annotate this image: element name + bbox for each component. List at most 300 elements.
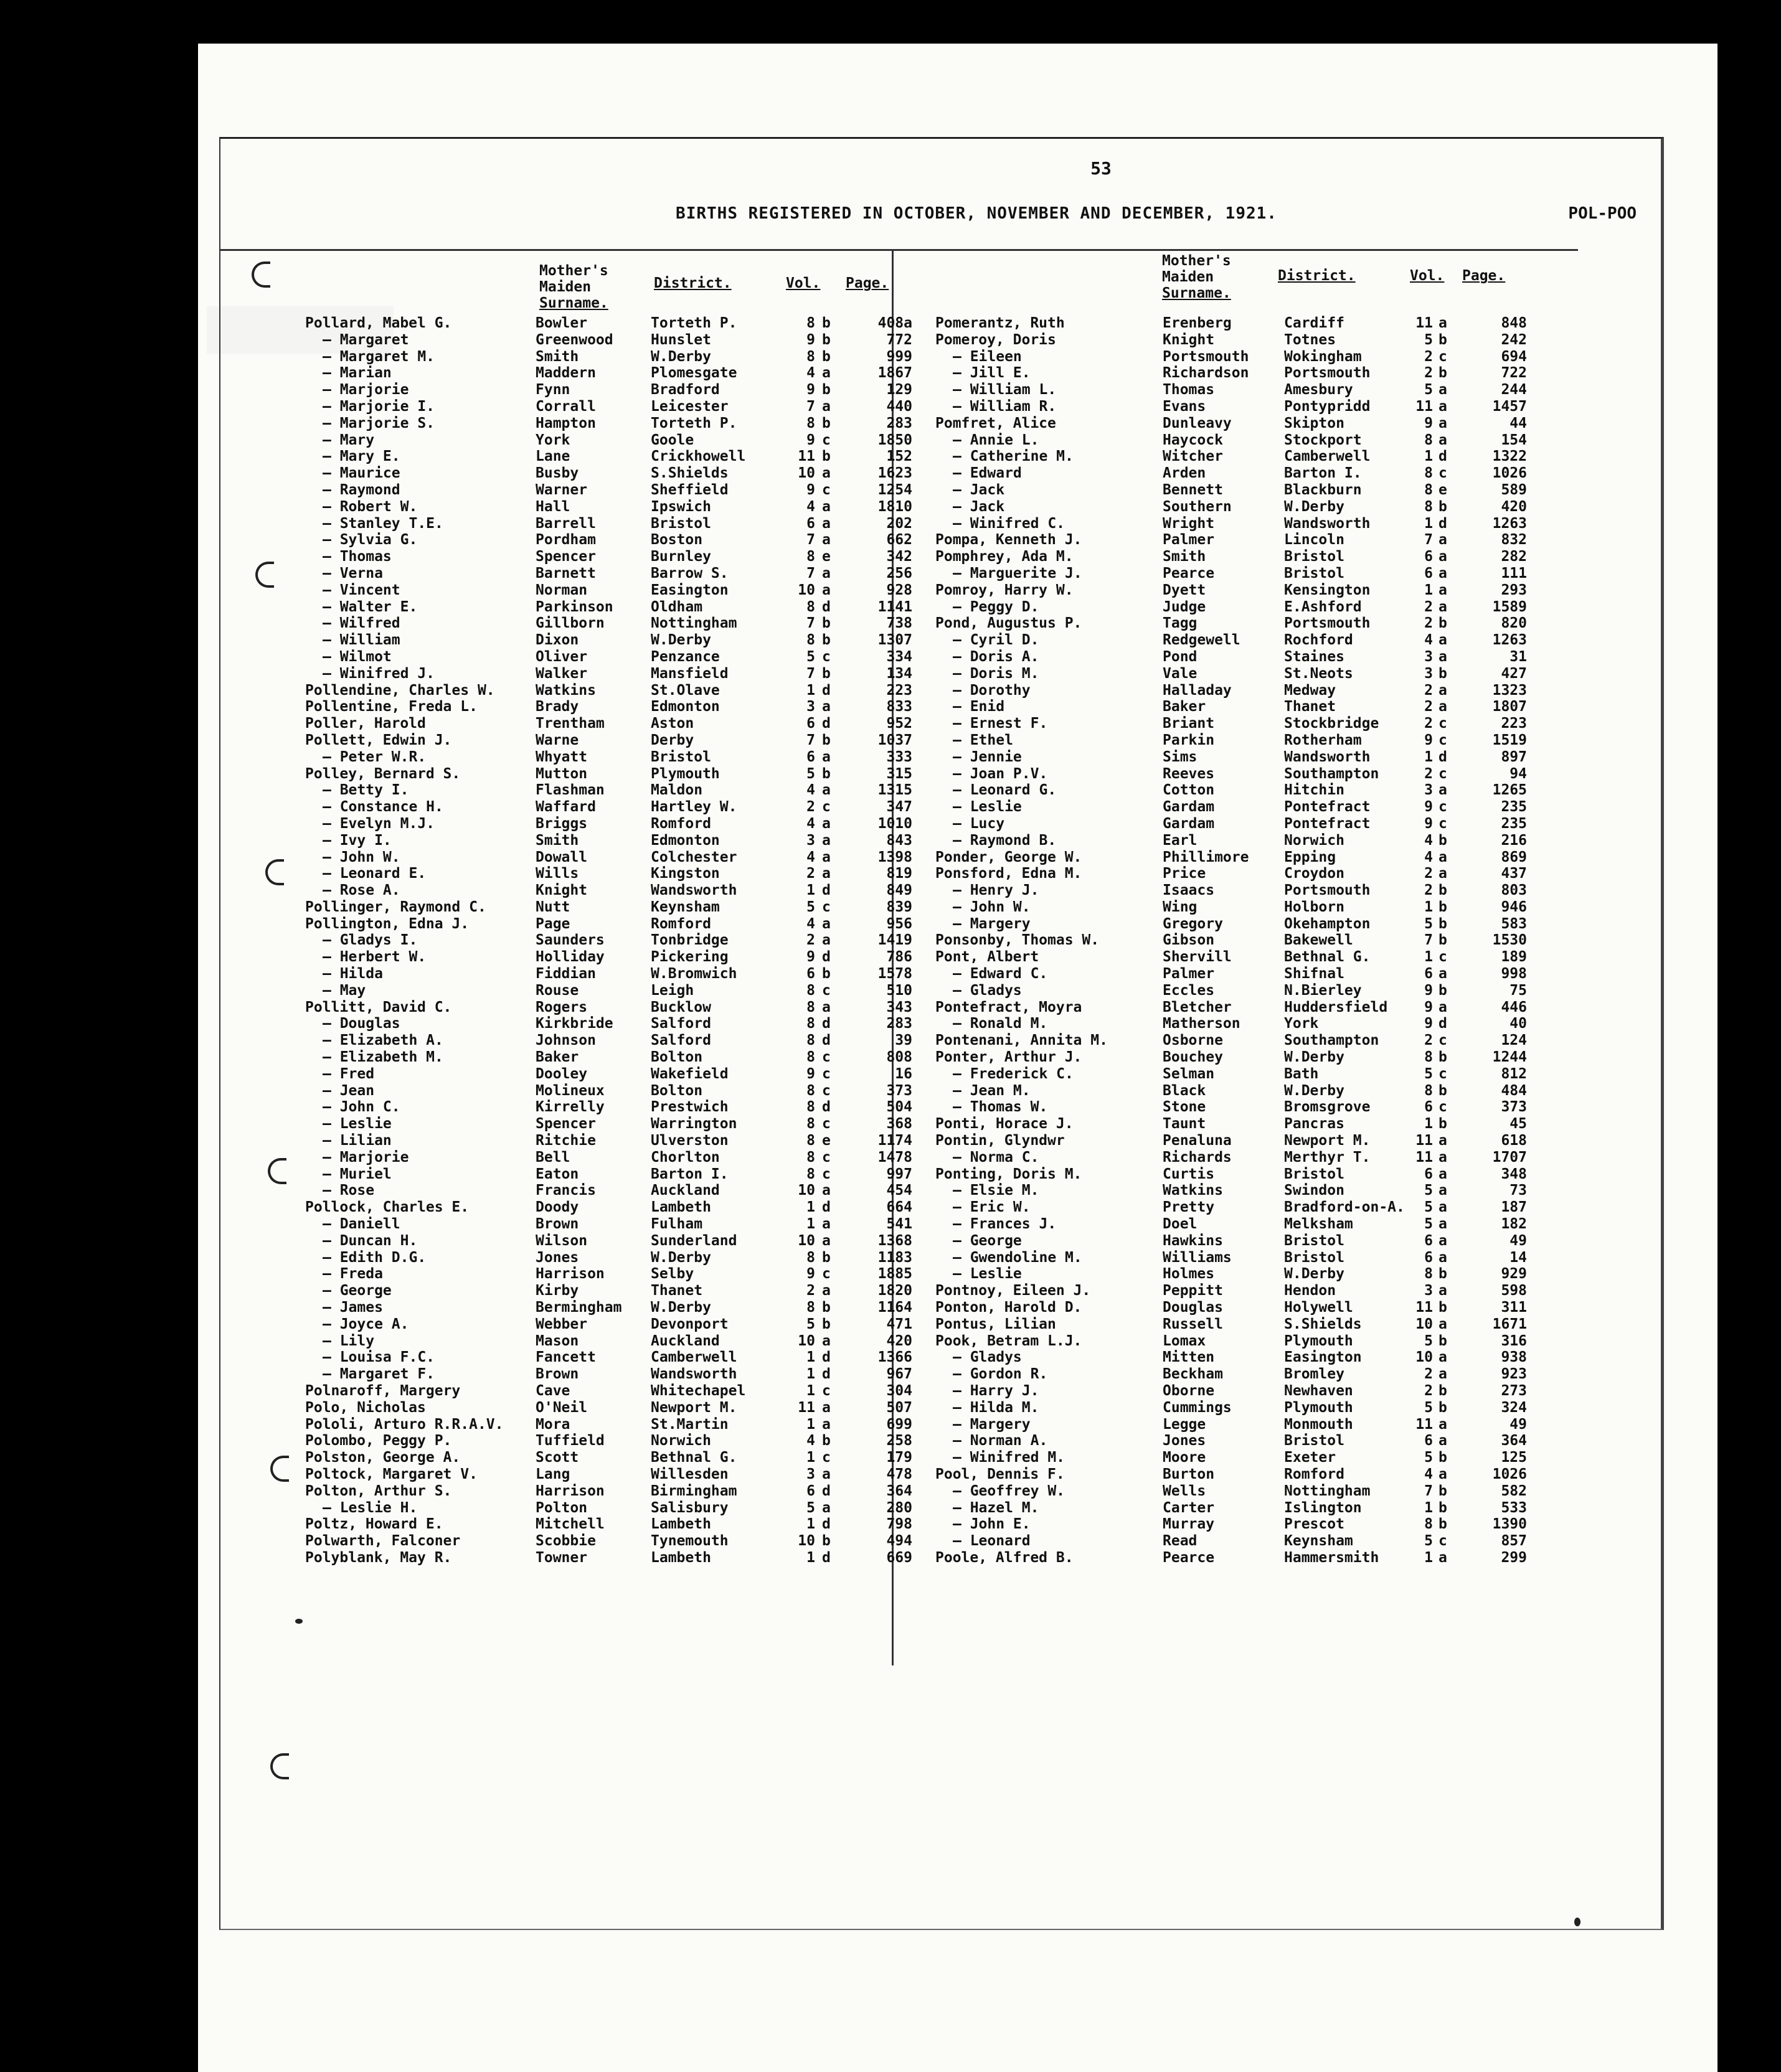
entry-volume: 9 xyxy=(1424,415,1433,431)
entry-volume-letter: b xyxy=(1438,832,1447,849)
entry-page: 1885 xyxy=(877,1266,912,1283)
entry-volume: 7 xyxy=(1424,932,1433,949)
entry-name: — Betty I. xyxy=(323,782,409,799)
entry-district: Rotherham xyxy=(1284,732,1362,748)
entry-maiden-surname: Bermingham xyxy=(536,1299,622,1316)
entry-page: 1867 xyxy=(877,365,912,382)
ink-speck xyxy=(295,1619,303,1624)
entry-volume: 6 xyxy=(1424,1433,1433,1449)
entry-name: — Geoffrey W. xyxy=(953,1482,1065,1499)
entry-page: 1263 xyxy=(1492,632,1527,649)
entry-page: 967 xyxy=(886,1366,912,1383)
entry-name: Pollock, Charles E. xyxy=(305,1199,470,1216)
entry-name: — Leslie xyxy=(953,1266,1022,1283)
entry-volume: 7 xyxy=(806,565,815,582)
entry-name: — Doris A. xyxy=(953,648,1039,665)
entry-volume-letter: b xyxy=(822,966,831,982)
entry-page: 293 xyxy=(1501,582,1527,598)
entry-district: Southampton xyxy=(1284,1032,1379,1049)
entry-maiden-surname: Witcher xyxy=(1163,448,1223,465)
entry-name: Ponter, Arthur J. xyxy=(935,1049,1082,1066)
entry-district: Hunslet xyxy=(651,331,711,348)
entry-volume-letter: a xyxy=(822,398,831,415)
entry-name: — Raymond B. xyxy=(953,832,1057,849)
entry-district: W.Derby xyxy=(651,1299,711,1316)
entry-name: — Raymond xyxy=(323,481,400,498)
entry-district: Easington xyxy=(1284,1349,1362,1366)
entry-volume: 3 xyxy=(806,699,815,715)
entry-name: Pollard, Mabel G. xyxy=(305,315,452,331)
entry-district: Pontefract xyxy=(1284,815,1371,832)
maiden-header-line3: Surname. xyxy=(1162,285,1231,301)
entry-volume-letter: a xyxy=(822,1216,831,1233)
entry-volume: 6 xyxy=(806,715,815,732)
entry-name: Polombo, Peggy P. xyxy=(305,1433,452,1449)
entry-volume-letter: b xyxy=(822,1299,831,1316)
entry-page: 258 xyxy=(886,1433,912,1449)
entry-district: Camberwell xyxy=(651,1349,737,1366)
entry-volume-letter: a xyxy=(1438,549,1447,565)
entry-district: Plymouth xyxy=(1284,1332,1353,1349)
entry-volume: 2 xyxy=(1424,865,1433,882)
entry-district: Lambeth xyxy=(651,1549,711,1566)
entry-volume: 8 xyxy=(806,999,815,1015)
entry-maiden-surname: Beckham xyxy=(1163,1366,1223,1383)
entry-volume: 1 xyxy=(1424,515,1433,532)
entry-district: Fulham xyxy=(651,1216,703,1233)
entry-volume-letter: d xyxy=(822,598,831,615)
entry-maiden-surname: Trentham xyxy=(536,715,605,732)
entry-district: Torteth P. xyxy=(651,415,737,431)
entry-page: 1174 xyxy=(877,1133,912,1149)
entry-name: — Jean M. xyxy=(953,1082,1031,1099)
entry-name: — Sylvia G. xyxy=(323,532,418,549)
entry-district: Romford xyxy=(651,815,711,832)
entry-maiden-surname: Warne xyxy=(536,732,579,748)
entry-maiden-surname: Greenwood xyxy=(536,331,613,348)
entry-district: Boston xyxy=(651,532,703,549)
entry-maiden-surname: Carter xyxy=(1163,1499,1215,1516)
entry-volume: 11 xyxy=(798,448,815,465)
entry-volume: 5 xyxy=(1424,1199,1433,1216)
entry-district: W.Bromwich xyxy=(651,966,737,982)
entry-district: Wandsworth xyxy=(651,882,737,899)
entry-district: Tonbridge xyxy=(651,932,729,949)
entry-volume: 4 xyxy=(806,849,815,865)
entry-volume-letter: a xyxy=(1438,1366,1447,1383)
entry-page: 1589 xyxy=(1492,598,1527,615)
entry-volume: 7 xyxy=(806,615,815,632)
entry-name: — Edith D.G. xyxy=(323,1249,427,1266)
entry-page: 997 xyxy=(886,1166,912,1182)
entry-volume-letter: b xyxy=(1438,1266,1447,1283)
entry-page: 848 xyxy=(1501,315,1527,331)
entry-maiden-surname: Mora xyxy=(536,1416,570,1433)
entry-maiden-surname: Brady xyxy=(536,699,579,715)
entry-volume: 7 xyxy=(806,732,815,748)
entry-district: Ipswich xyxy=(651,498,711,515)
entry-volume: 9 xyxy=(1424,999,1433,1015)
entry-name: — Leslie H. xyxy=(323,1499,418,1516)
entry-volume-letter: a xyxy=(1438,1283,1447,1299)
entry-maiden-surname: Knight xyxy=(536,882,588,899)
entry-page: 1623 xyxy=(877,465,912,482)
entry-name: — Leslie xyxy=(953,799,1022,816)
entry-district: Ulverston xyxy=(651,1133,729,1149)
entry-maiden-surname: Molineux xyxy=(536,1082,605,1099)
entry-maiden-surname: Pretty xyxy=(1163,1199,1215,1216)
entry-volume-letter: a xyxy=(1438,1232,1447,1249)
entry-page: 1037 xyxy=(877,732,912,748)
entry-volume-letter: a xyxy=(1438,598,1447,615)
entry-maiden-surname: Harrison xyxy=(536,1482,605,1499)
entry-maiden-surname: Parkinson xyxy=(536,598,613,615)
entry-maiden-surname: Arden xyxy=(1163,465,1206,482)
entry-district: Newhaven xyxy=(1284,1383,1353,1399)
entry-volume-letter: a xyxy=(822,532,831,549)
entry-volume-letter: b xyxy=(1438,1332,1447,1349)
entry-volume-letter: a xyxy=(1438,782,1447,799)
entry-district: Sunderland xyxy=(651,1232,737,1249)
entry-name: Ponsford, Edna M. xyxy=(935,865,1082,882)
entry-volume-letter: d xyxy=(1438,448,1447,465)
entry-district: Torteth P. xyxy=(651,315,737,331)
entry-page: 334 xyxy=(886,648,912,665)
entry-maiden-surname: Dixon xyxy=(536,632,579,649)
entry-page: 333 xyxy=(886,748,912,765)
entry-maiden-surname: Barnett xyxy=(536,565,596,582)
entry-volume-letter: a xyxy=(822,565,831,582)
entry-name: — Margery xyxy=(953,915,1031,932)
entry-district: Hitchin xyxy=(1284,782,1344,799)
entry-volume-letter: a xyxy=(822,582,831,598)
entry-page: 304 xyxy=(886,1383,912,1399)
entry-page: 1366 xyxy=(877,1349,912,1366)
entry-name: Pont, Albert xyxy=(935,949,1039,966)
entry-district: St.Martin xyxy=(651,1416,729,1433)
entry-page: 772 xyxy=(886,331,912,348)
entry-district: Plymouth xyxy=(651,765,720,782)
entry-volume: 6 xyxy=(806,1482,815,1499)
entry-district: York xyxy=(1284,1015,1319,1032)
entry-district: W.Derby xyxy=(1284,1049,1344,1066)
entry-maiden-surname: Francis xyxy=(536,1182,596,1199)
entry-volume-letter: a xyxy=(1438,1182,1447,1199)
entry-volume: 2 xyxy=(806,1283,815,1299)
entry-page: 510 xyxy=(886,982,912,999)
entry-maiden-surname: Pearce xyxy=(1163,565,1215,582)
entry-volume: 1 xyxy=(806,1349,815,1366)
entry-page: 154 xyxy=(1501,431,1527,448)
maiden-header-line1: Mother's xyxy=(539,263,608,279)
entry-name: — Maurice xyxy=(323,465,400,482)
entry-volume: 3 xyxy=(806,832,815,849)
entry-volume: 4 xyxy=(1424,832,1433,849)
entry-volume-letter: d xyxy=(822,882,831,899)
entry-volume-letter: c xyxy=(1438,465,1447,482)
entry-maiden-surname: Osborne xyxy=(1163,1032,1223,1049)
entry-page: 1141 xyxy=(877,598,912,615)
entry-name: — Joyce A. xyxy=(323,1316,409,1332)
entry-maiden-surname: Fiddian xyxy=(536,966,596,982)
entry-page: 998 xyxy=(1501,966,1527,982)
entry-page: 437 xyxy=(1501,865,1527,882)
entry-volume: 9 xyxy=(806,331,815,348)
entry-name: — Norma C. xyxy=(953,1149,1039,1166)
entry-page: 1671 xyxy=(1492,1316,1527,1332)
entry-name: — Winifred M. xyxy=(953,1449,1065,1466)
entry-page: 316 xyxy=(1501,1332,1527,1349)
entry-district: Bakewell xyxy=(1284,932,1353,949)
entry-name: Pololi, Arturo R.R.A.V. xyxy=(305,1416,504,1433)
entry-name: Polyblank, May R. xyxy=(305,1549,452,1566)
entry-name: — Stanley T.E. xyxy=(323,515,443,532)
entry-maiden-surname: Earl xyxy=(1163,832,1198,849)
entry-page: 40 xyxy=(1509,1015,1527,1032)
entry-name: — Marjorie I. xyxy=(323,398,435,415)
entry-name: — Harry J. xyxy=(953,1383,1039,1399)
entry-volume-letter: b xyxy=(822,732,831,748)
entry-district: Barton I. xyxy=(651,1166,729,1182)
entry-volume: 10 xyxy=(1415,1349,1433,1366)
entry-volume: 8 xyxy=(806,1049,815,1066)
entry-maiden-surname: Wilson xyxy=(536,1232,588,1249)
entry-page: 1026 xyxy=(1492,465,1527,482)
entry-page: 129 xyxy=(886,382,912,398)
entry-name: — Louisa F.C. xyxy=(323,1349,435,1366)
entry-page: 1820 xyxy=(877,1283,912,1299)
entry-name: — Ivy I. xyxy=(323,832,392,849)
entry-page: 582 xyxy=(1501,1482,1527,1499)
entry-district: Sheffield xyxy=(651,481,729,498)
entry-name: — Elizabeth A. xyxy=(323,1032,443,1049)
entry-page: 504 xyxy=(886,1099,912,1116)
entry-maiden-surname: Matherson xyxy=(1163,1015,1240,1032)
entry-volume-letter: a xyxy=(822,815,831,832)
entry-page: 583 xyxy=(1501,915,1527,932)
entry-page: 427 xyxy=(1501,665,1527,682)
entry-volume-letter: d xyxy=(822,1549,831,1566)
entry-maiden-surname: Shervill xyxy=(1163,949,1232,966)
page-title: BIRTHS REGISTERED IN OCTOBER, NOVEMBER AND DECEMBER, 1921. xyxy=(676,204,1277,223)
entry-district: W.Derby xyxy=(1284,1082,1344,1099)
entry-volume: 7 xyxy=(806,665,815,682)
entry-maiden-surname: Waffard xyxy=(536,799,596,816)
entry-maiden-surname: Parkin xyxy=(1163,732,1215,748)
entry-volume-letter: c xyxy=(1438,1032,1447,1049)
entry-maiden-surname: Dunleavy xyxy=(1163,415,1232,431)
entry-page: 152 xyxy=(886,448,912,465)
entry-volume: 6 xyxy=(1424,1166,1433,1182)
entry-maiden-surname: O'Neil xyxy=(536,1399,588,1416)
entry-name: — Marjorie xyxy=(323,382,409,398)
entry-volume-letter: b xyxy=(822,315,831,331)
entry-maiden-surname: Portsmouth xyxy=(1163,348,1249,365)
entry-page: 454 xyxy=(886,1182,912,1199)
entry-volume: 10 xyxy=(798,1182,815,1199)
entry-volume-letter: c xyxy=(822,1149,831,1166)
entry-district: Okehampton xyxy=(1284,915,1371,932)
entry-maiden-surname: Pearce xyxy=(1163,1549,1215,1566)
entry-name: — Douglas xyxy=(323,1015,400,1032)
entry-page: 1010 xyxy=(877,815,912,832)
entry-volume-letter: d xyxy=(822,1032,831,1049)
entry-page: 1315 xyxy=(877,782,912,799)
entry-district: Holborn xyxy=(1284,898,1344,915)
entry-district: Epping xyxy=(1284,849,1336,865)
entry-maiden-surname: Read xyxy=(1163,1533,1198,1550)
entry-volume-letter: a xyxy=(1438,398,1447,415)
entry-district: Bethnal G. xyxy=(1284,949,1371,966)
entry-page: 812 xyxy=(1501,1065,1527,1082)
entry-district: Wokingham xyxy=(1284,348,1362,365)
entry-volume-letter: a xyxy=(1438,315,1447,331)
entry-name: Pomeroy, Doris xyxy=(935,331,1056,348)
entry-volume-letter: b xyxy=(822,382,831,398)
entry-district: S.Shields xyxy=(1284,1316,1362,1332)
entry-volume-letter: a xyxy=(1438,682,1447,699)
entry-volume: 4 xyxy=(806,815,815,832)
entry-maiden-surname: Peppitt xyxy=(1163,1283,1223,1299)
entry-page: 938 xyxy=(1501,1349,1527,1366)
entry-volume: 8 xyxy=(806,1099,815,1116)
entry-page: 408a xyxy=(877,315,912,331)
entry-name: — Margaret M. xyxy=(323,348,435,365)
entry-volume: 1 xyxy=(1424,1499,1433,1516)
entry-volume-letter: c xyxy=(822,799,831,816)
entry-page: 283 xyxy=(886,1015,912,1032)
entry-volume: 2 xyxy=(1424,715,1433,732)
entry-volume: 5 xyxy=(1424,382,1433,398)
entry-volume: 3 xyxy=(1424,648,1433,665)
entry-volume-letter: c xyxy=(822,481,831,498)
entry-name: — Jill E. xyxy=(953,365,1031,382)
entry-district: Colchester xyxy=(651,849,737,865)
entry-name: — John E. xyxy=(953,1516,1031,1533)
entry-name: Pomroy, Harry W. xyxy=(935,582,1074,598)
entry-page: 869 xyxy=(1501,849,1527,865)
entry-volume: 1 xyxy=(806,1366,815,1383)
entry-volume: 8 xyxy=(806,1166,815,1182)
entry-page: 364 xyxy=(886,1482,912,1499)
entry-name: Pomfret, Alice xyxy=(935,415,1056,431)
entry-name: Pond, Augustus P. xyxy=(935,615,1082,632)
entry-volume-letter: a xyxy=(822,999,831,1015)
entry-district: Wandsworth xyxy=(651,1366,737,1383)
entry-district: Staines xyxy=(1284,648,1344,665)
entry-page: 803 xyxy=(1501,882,1527,899)
entry-page: 833 xyxy=(886,699,912,715)
entry-volume-letter: a xyxy=(1438,582,1447,598)
entry-maiden-surname: Smith xyxy=(536,348,579,365)
entry-name: Pontefract, Moyra xyxy=(935,999,1082,1015)
entry-volume: 11 xyxy=(798,1399,815,1416)
entry-volume: 2 xyxy=(806,932,815,949)
entry-name: Polston, George A. xyxy=(305,1449,461,1466)
entry-volume: 5 xyxy=(1424,1332,1433,1349)
entry-district: Kingston xyxy=(651,865,720,882)
entry-maiden-surname: Holmes xyxy=(1163,1266,1215,1283)
entry-maiden-surname: Briggs xyxy=(536,815,588,832)
entry-district: Stockbridge xyxy=(1284,715,1379,732)
entry-maiden-surname: Vale xyxy=(1163,665,1198,682)
entry-page: 315 xyxy=(886,765,912,782)
entry-maiden-surname: Gardam xyxy=(1163,815,1215,832)
entry-volume-letter: a xyxy=(822,465,831,482)
entry-district: Tynemouth xyxy=(651,1533,729,1550)
entry-maiden-surname: Penaluna xyxy=(1163,1133,1232,1149)
entry-name: — Peter W.R. xyxy=(323,748,427,765)
entry-page: 44 xyxy=(1509,415,1527,431)
entry-page: 14 xyxy=(1509,1249,1527,1266)
entry-maiden-surname: Barrell xyxy=(536,515,596,532)
entry-maiden-surname: Gillborn xyxy=(536,615,605,632)
entry-page: 280 xyxy=(886,1499,912,1516)
entry-volume-letter: c xyxy=(1438,799,1447,816)
entry-district: Willesden xyxy=(651,1466,729,1482)
entry-volume: 4 xyxy=(1424,1466,1433,1482)
entry-volume-letter: a xyxy=(822,1232,831,1249)
entry-volume-letter: a xyxy=(1438,382,1447,398)
entry-maiden-surname: Bouchey xyxy=(1163,1049,1223,1066)
entry-maiden-surname: Watkins xyxy=(1163,1182,1223,1199)
entry-name: — Edward C. xyxy=(953,966,1048,982)
entry-maiden-surname: Johnson xyxy=(536,1032,596,1049)
page-number: 53 xyxy=(1090,158,1112,179)
entry-page: 299 xyxy=(1501,1549,1527,1566)
entry-district: Easington xyxy=(651,582,729,598)
entry-page: 786 xyxy=(886,949,912,966)
entry-maiden-surname: Saunders xyxy=(536,932,605,949)
entry-volume-letter: b xyxy=(1438,915,1447,932)
entry-volume: 8 xyxy=(1424,498,1433,515)
entry-volume-letter: b xyxy=(1438,1482,1447,1499)
entry-volume: 1 xyxy=(806,1449,815,1466)
entry-volume: 1 xyxy=(1424,582,1433,598)
entry-maiden-surname: Brown xyxy=(536,1216,579,1233)
entry-volume-letter: d xyxy=(822,1366,831,1383)
entry-name: — Wilmot xyxy=(323,648,392,665)
entry-maiden-surname: Tagg xyxy=(1163,615,1198,632)
entry-name: — Fred xyxy=(323,1065,375,1082)
entry-volume: 10 xyxy=(798,1332,815,1349)
entry-name: Poltock, Margaret V. xyxy=(305,1466,478,1482)
entry-volume-letter: d xyxy=(822,1349,831,1366)
entry-name: Ponting, Doris M. xyxy=(935,1166,1082,1182)
entry-page: 471 xyxy=(886,1316,912,1332)
entry-page: 929 xyxy=(1501,1266,1527,1283)
entry-volume-letter: c xyxy=(1438,1533,1447,1550)
entry-page: 1026 xyxy=(1492,1466,1527,1482)
entry-volume: 10 xyxy=(798,1232,815,1249)
entry-volume-letter: a xyxy=(1438,1466,1447,1482)
entry-maiden-surname: Hampton xyxy=(536,415,596,431)
entry-volume: 8 xyxy=(806,315,815,331)
entry-volume: 8 xyxy=(806,632,815,649)
entry-volume-letter: e xyxy=(822,549,831,565)
entry-volume: 1 xyxy=(1424,748,1433,765)
entry-district: Bristol xyxy=(1284,1433,1344,1449)
entry-volume: 5 xyxy=(806,648,815,665)
entry-page: 832 xyxy=(1501,532,1527,549)
entry-page: 669 xyxy=(886,1549,912,1566)
entry-page: 373 xyxy=(886,1082,912,1099)
entry-district: Prestwich xyxy=(651,1099,729,1116)
page-header-left: Page. xyxy=(846,275,889,291)
entry-district: Portsmouth xyxy=(1284,882,1371,899)
entry-maiden-surname: Halladay xyxy=(1163,682,1232,699)
entry-district: Thanet xyxy=(651,1283,703,1299)
